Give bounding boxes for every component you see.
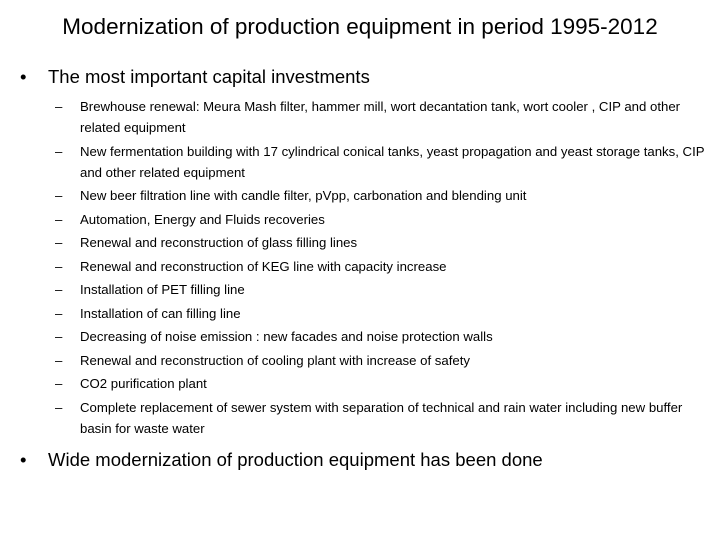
dash-icon: – bbox=[55, 399, 63, 415]
list-item bbox=[55, 279, 705, 300]
list-item-text: Renewal and reconstruction of cooling plant with increase of safety bbox=[80, 352, 470, 368]
dash-icon: – bbox=[55, 305, 63, 321]
bullet-icon: • bbox=[20, 66, 27, 87]
dash-icon: – bbox=[55, 282, 63, 297]
list-item bbox=[55, 373, 705, 394]
list-item bbox=[55, 185, 705, 206]
dash-icon: – bbox=[55, 188, 63, 203]
list-item-text: CO2 purification plant bbox=[80, 376, 207, 391]
list-item bbox=[55, 350, 705, 371]
bullet-text: Wide modernization of production equipment has been done bbox=[48, 449, 543, 470]
dash-icon: – bbox=[55, 211, 63, 227]
list-item bbox=[55, 141, 705, 183]
slide-title: Modernization of production equipment in period 1995-2012 bbox=[62, 14, 658, 39]
dash-icon: – bbox=[55, 352, 63, 368]
list-item-text: Brewhouse renewal: Meura Mash filter, hammer mill, wort decantation tank, wort cooler , CIP and other related equipment bbox=[80, 99, 681, 135]
list-item bbox=[55, 303, 705, 324]
bullet-wide-modernization bbox=[20, 449, 543, 471]
list-item-text: Renewal and reconstruction of KEG line with capacity increase bbox=[80, 258, 447, 274]
list-item-text: Complete replacement of sewer system with separation of technical and rain water including new buffer basin for waste water bbox=[80, 399, 683, 436]
list-item-text: Automation, Energy and Fluids recoveries bbox=[80, 211, 325, 227]
dash-icon: – bbox=[55, 258, 63, 274]
dash-icon: – bbox=[55, 99, 63, 114]
list-item-text: Renewal and reconstruction of glass filling lines bbox=[80, 235, 358, 250]
list-item-text: Decreasing of noise emission : new facades and noise protection walls bbox=[80, 329, 493, 344]
bullet-text: The most important capital investments bbox=[48, 66, 370, 87]
investment-list bbox=[55, 96, 705, 441]
list-item bbox=[55, 397, 705, 439]
list-item bbox=[55, 256, 705, 277]
list-item-text: Installation of PET filling line bbox=[80, 282, 245, 297]
bullet-capital-investments bbox=[20, 66, 370, 88]
dash-icon: – bbox=[55, 376, 63, 391]
dash-icon: – bbox=[55, 235, 63, 250]
list-item-text: New fermentation building with 17 cylindrical conical tanks, yeast propagation and yeast storage tanks, CIP and other related equipment bbox=[80, 143, 705, 180]
dash-icon: – bbox=[55, 329, 63, 344]
list-item bbox=[55, 96, 705, 138]
list-item-text: Installation of can filling line bbox=[80, 305, 241, 321]
list-item bbox=[55, 209, 705, 230]
list-item bbox=[55, 326, 705, 347]
bullet-icon: • bbox=[20, 449, 27, 470]
dash-icon: – bbox=[55, 143, 63, 159]
list-item bbox=[55, 232, 705, 253]
list-item-text: New beer filtration line with candle filter, pVpp, carbonation and blending unit bbox=[80, 188, 527, 203]
